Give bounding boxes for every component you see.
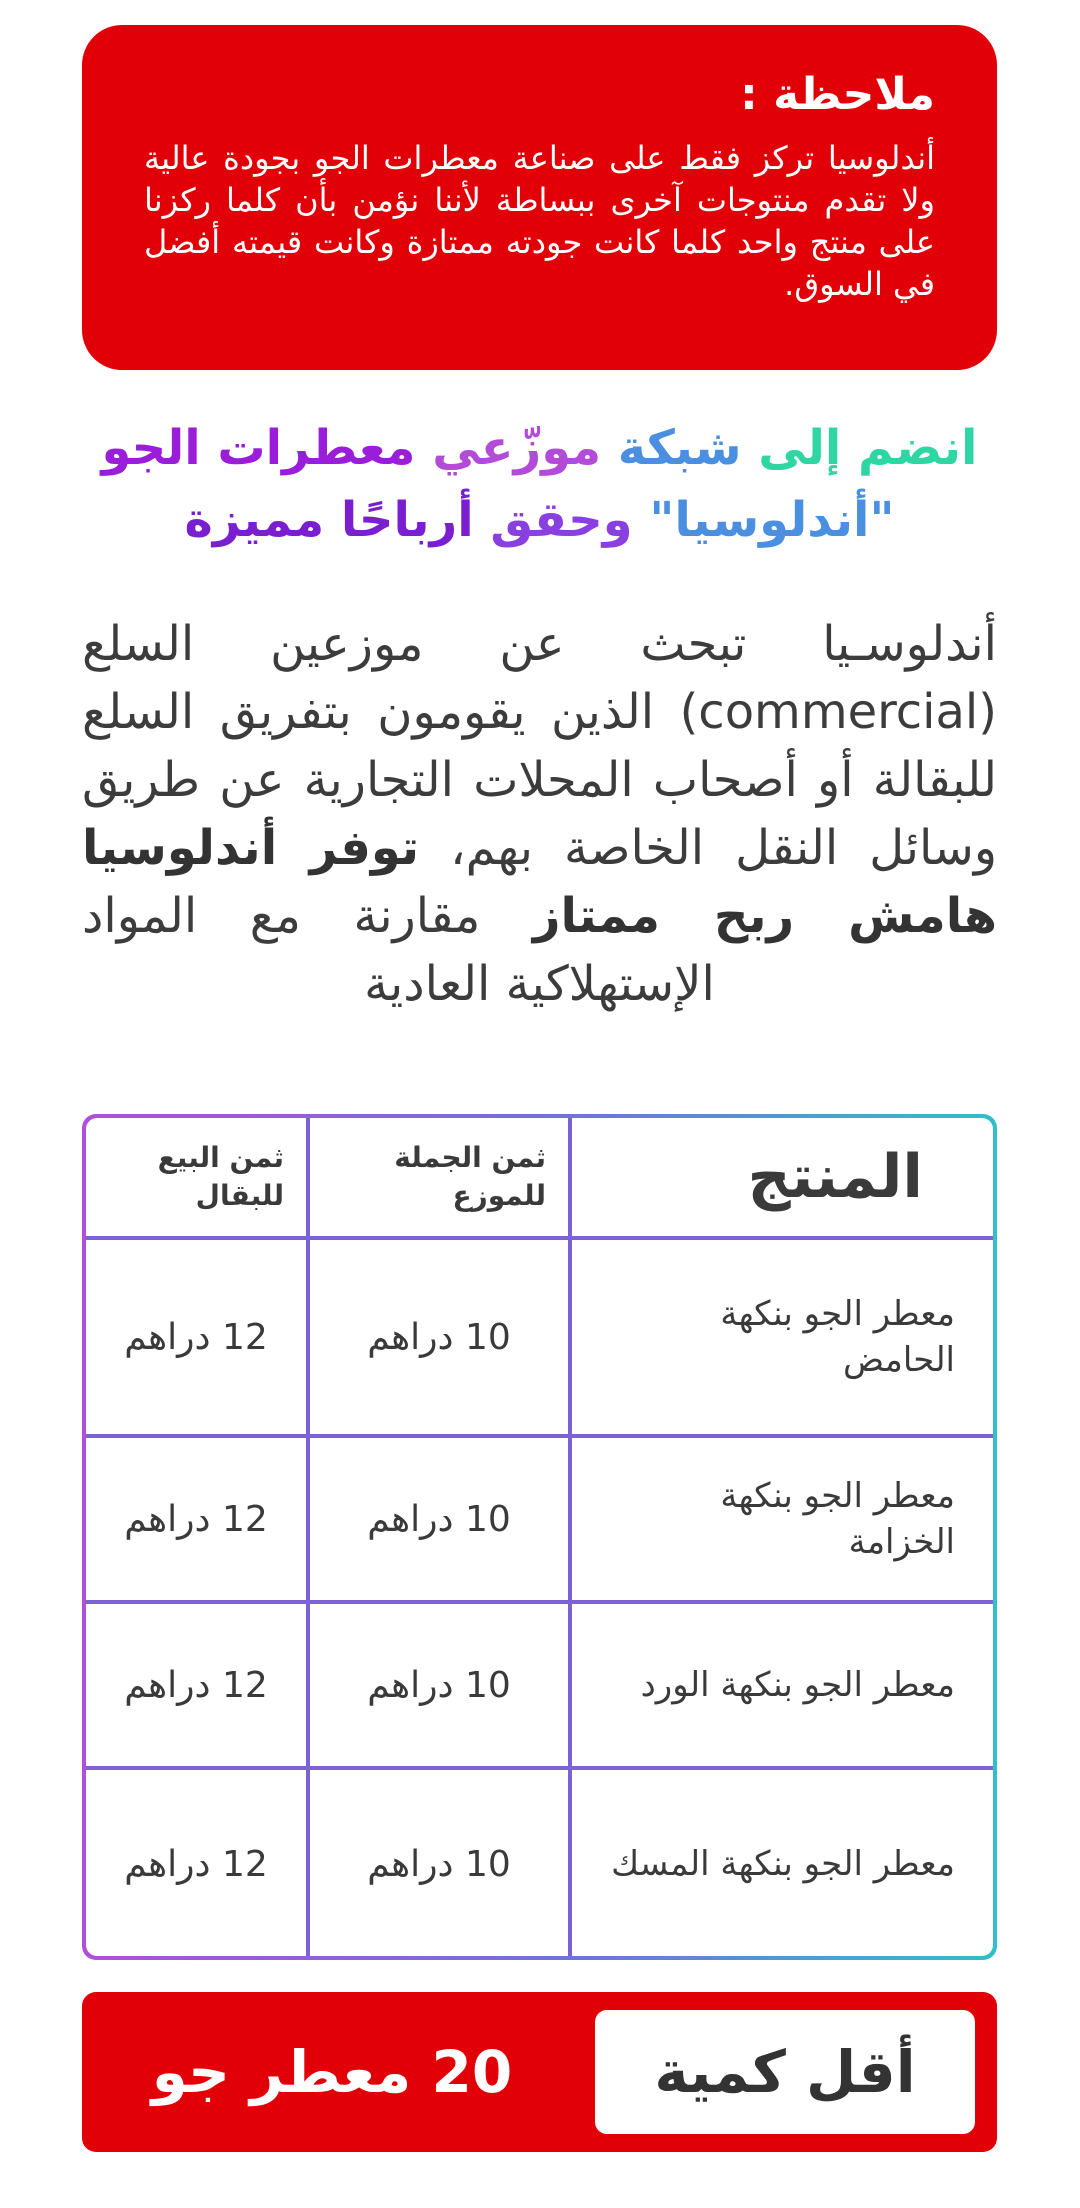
price-table [82, 1114, 997, 1960]
wholesale-price: 10 دراهم [308, 1602, 570, 1768]
header-product: المنتج [570, 1118, 993, 1238]
header-retail: ثمن البيع للبقال [86, 1118, 308, 1238]
intro-tail: مقارنة مع المواد الإستهلاكية العادية [82, 888, 715, 1012]
minimum-quantity-bar [82, 1992, 997, 2152]
retail-price: 12 دراهم [86, 1436, 308, 1602]
wholesale-price: 10 دراهم [308, 1238, 570, 1436]
intro-bold: توفر أندلوسيا هامش ربح ممتاز [82, 820, 998, 944]
minimum-quantity-value: 20 معطر جو [151, 2038, 513, 2106]
headline-part-3: موزّعي [415, 420, 602, 476]
product-name: معطر الجو بنكهة المسك [570, 1768, 993, 1956]
note-box [82, 25, 997, 370]
table-row [86, 1602, 993, 1768]
headline-part-4: معطرات الجو [101, 420, 416, 476]
headline-part-1: انضم إلى [741, 420, 978, 476]
product-name: معطر الجو بنكهة الحامض [570, 1238, 993, 1436]
table-row [86, 1436, 993, 1602]
header-wholesale: ثمن الجملة للموزع [308, 1118, 570, 1238]
table-row [86, 1238, 993, 1436]
minimum-quantity-label: أقل كمية [595, 2010, 975, 2134]
intro-text: أندلوسـيا تبحث عن موزعين السلع (commercial) الذين يقومون بتفريق السلع للبقالة أو أصحاب المحلات التجارية عن طريق وسائل النقل الخاصة بهم، [82, 616, 997, 876]
intro-paragraph [82, 610, 997, 1018]
retail-price: 12 دراهم [86, 1602, 308, 1768]
product-name: معطر الجو بنكهة الورد [570, 1602, 993, 1768]
retail-price: 12 دراهم [86, 1768, 308, 1956]
note-title: ملاحظة : [740, 69, 935, 120]
retail-price: 12 دراهم [86, 1238, 308, 1436]
headline-part-2: شبكة [601, 420, 742, 476]
headline-part-6: وحقق [473, 492, 633, 548]
table-header-row [86, 1118, 993, 1238]
table-row [86, 1768, 993, 1956]
headline-part-7: أرباحًا مميزة [184, 492, 474, 548]
headline-part-5: "أندلوسيا" [632, 492, 895, 548]
note-text: أندلوسيا تركز فقط على صناعة معطرات الجو بجودة عالية ولا تقدم منتوجات آخرى ببساطة لأننا نؤمن بأن كلما ركزنا على منتج واحد كلما كانت جودته ممتازة وكانت قيمته أفضل في السوق. [144, 139, 935, 303]
product-name: معطر الجو بنكهة الخزامة [570, 1436, 993, 1602]
wholesale-price: 10 دراهم [308, 1436, 570, 1602]
wholesale-price: 10 دراهم [308, 1768, 570, 1956]
headline [82, 412, 997, 556]
